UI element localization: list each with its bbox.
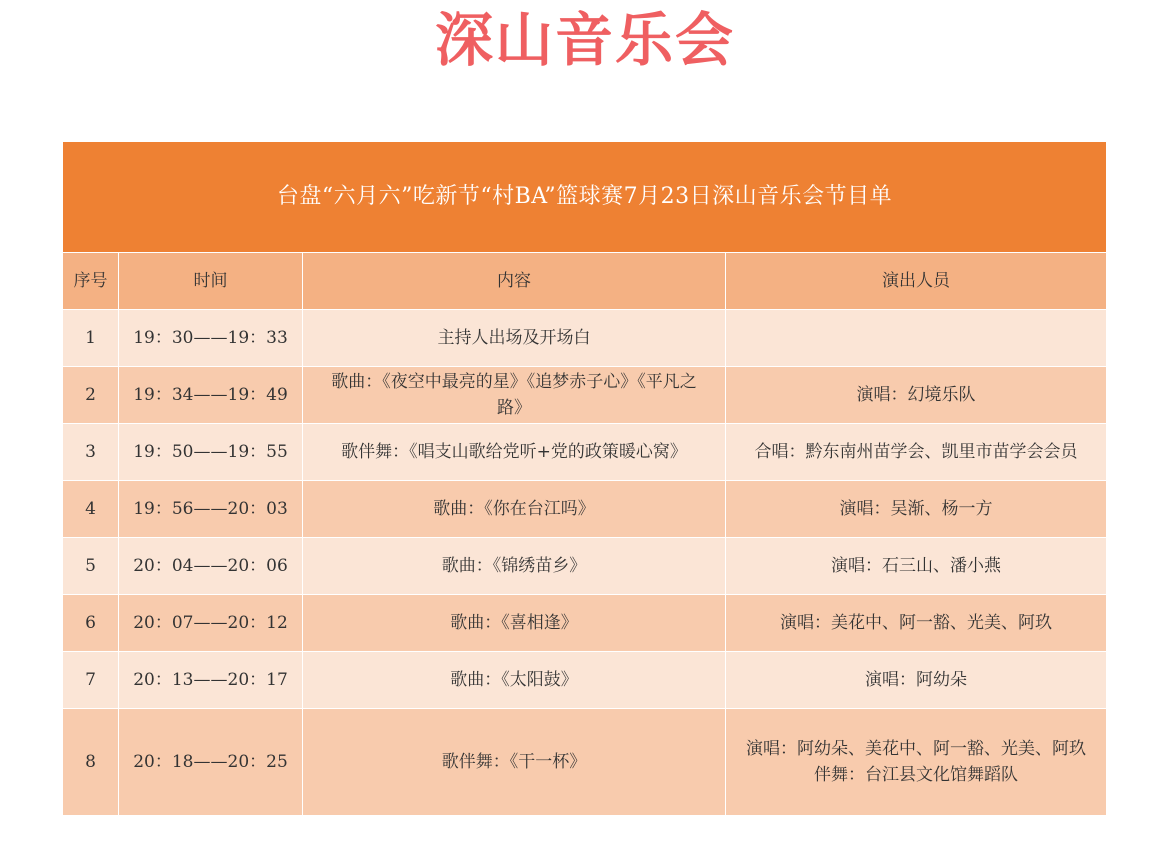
row-time: 20：07——20：12 — [119, 595, 303, 652]
header-row — [63, 253, 1107, 310]
row-performers: 演唱：吴渐、杨一方 — [726, 481, 1107, 538]
program-table — [62, 141, 1107, 816]
row-index: 6 — [63, 595, 119, 652]
table-row — [63, 367, 1107, 424]
row-index: 2 — [63, 367, 119, 424]
table-row — [63, 538, 1107, 595]
row-index: 5 — [63, 538, 119, 595]
row-content — [303, 367, 726, 424]
row-time: 20：04——20：06 — [119, 538, 303, 595]
row-content-text: 歌曲：《夜空中最亮的星》《追梦赤子心》《平凡之路》 — [331, 372, 697, 418]
row-performers: 演唱：美花中、阿一豁、光美、阿玖 — [726, 595, 1107, 652]
table-banner: 台盘“六月六”吃新节“村BA”篮球赛7月23日深山音乐会节目单 — [63, 142, 1107, 253]
row-performers — [726, 424, 1107, 481]
row-content: 歌伴舞：《干一杯》 — [303, 709, 726, 816]
header-time: 时间 — [119, 253, 303, 310]
row-time: 19：34——19：49 — [119, 367, 303, 424]
row-performers: 演唱：幻境乐队 — [726, 367, 1107, 424]
row-performers-text: 演唱：阿幼朵、美花中、阿一豁、光美、阿玖 — [746, 739, 1086, 759]
banner-row — [63, 142, 1107, 253]
row-content: 歌曲：《喜相逢》 — [303, 595, 726, 652]
row-index: 7 — [63, 652, 119, 709]
table-row — [63, 709, 1107, 816]
row-index: 3 — [63, 424, 119, 481]
row-index: 4 — [63, 481, 119, 538]
row-content: 歌曲：《你在台江吗》 — [303, 481, 726, 538]
page-title: 深山音乐会 — [434, 6, 735, 74]
row-performers-text: 合唱：黔东南州苗学会、凯里市苗学会会员 — [754, 442, 1078, 462]
row-content: 主持人出场及开场白 — [303, 310, 726, 367]
table-row — [63, 595, 1107, 652]
row-performers — [726, 709, 1107, 816]
header-content: 内容 — [303, 253, 726, 310]
row-performers-dancers: 伴舞：台江县文化馆舞蹈队 — [814, 765, 1018, 785]
header-performers: 演出人员 — [726, 253, 1107, 310]
row-time: 19：50——19：55 — [119, 424, 303, 481]
row-content: 歌伴舞：《唱支山歌给党听+党的政策暖心窝》 — [303, 424, 726, 481]
row-index: 1 — [63, 310, 119, 367]
header-index: 序号 — [63, 253, 119, 310]
row-time: 20：18——20：25 — [119, 709, 303, 816]
table-row — [63, 481, 1107, 538]
row-performers — [726, 310, 1107, 367]
row-time: 19：30——19：33 — [119, 310, 303, 367]
row-time: 20：13——20：17 — [119, 652, 303, 709]
row-content: 歌曲：《锦绣苗乡》 — [303, 538, 726, 595]
row-time: 19：56——20：03 — [119, 481, 303, 538]
table-row — [63, 652, 1107, 709]
row-performers: 演唱：阿幼朵 — [726, 652, 1107, 709]
table-row — [63, 424, 1107, 481]
row-performers: 演唱：石三山、潘小燕 — [726, 538, 1107, 595]
table-row — [63, 310, 1107, 367]
row-index: 8 — [63, 709, 119, 816]
row-content: 歌曲：《太阳鼓》 — [303, 652, 726, 709]
